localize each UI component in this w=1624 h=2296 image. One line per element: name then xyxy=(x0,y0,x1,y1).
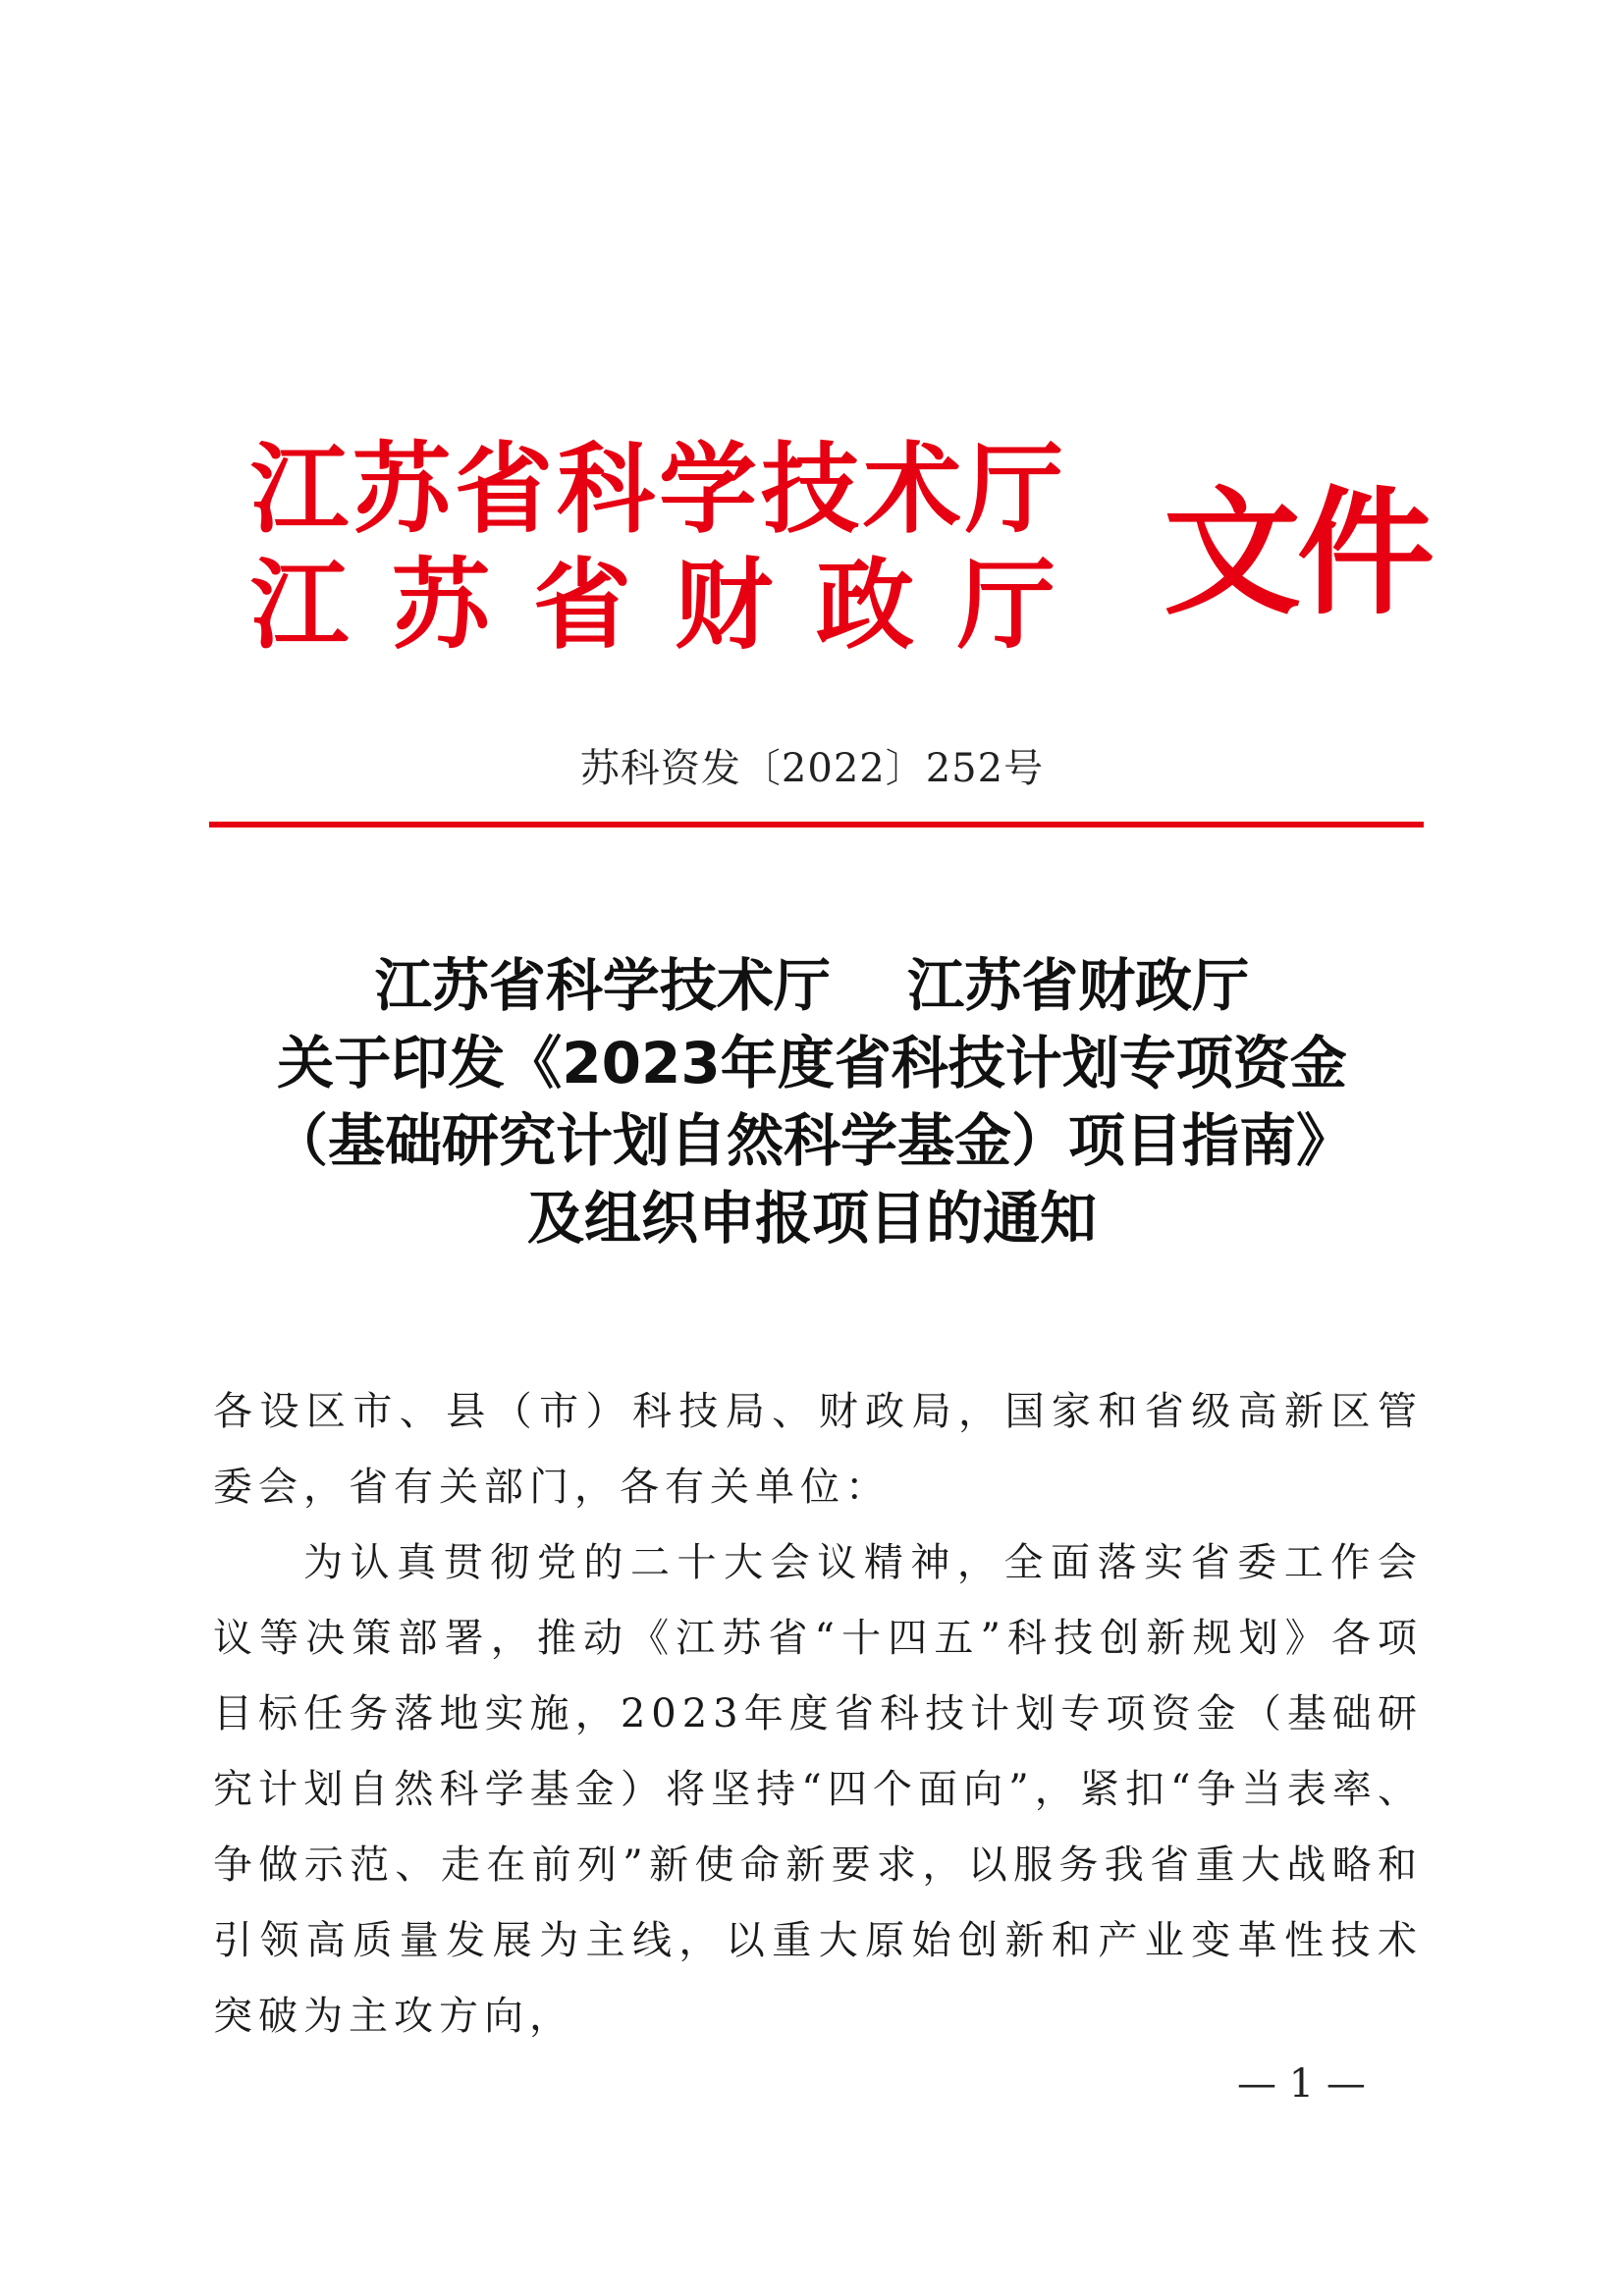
body-paragraph: 为认真贯彻党的二十大会议精神，全面落实省委工作会议等决策部署，推动《江苏省“十四五”科技创新规划》各项目标任务落地实施，2023年度省科技计划专项资金（基础研究计划自然科学基金）将坚持“四个面向”，紧扣“争当表率、争做示范、走在前列”新使命新要求，以服务我省重大战略和引领高质量发展为主线，以重大原始创新和产业变革性技术突破为主攻方向， xyxy=(213,1540,1423,2039)
issuing-org-finance: 江苏省财政厅 xyxy=(250,548,1099,663)
document-body xyxy=(213,1374,1423,2055)
title-line-1: 江苏省科学技术厅 江苏省财政厅 xyxy=(374,952,1250,1019)
title-line-4: 及组织申报项目的通知 xyxy=(526,1185,1097,1252)
page-number: — 1 — xyxy=(1237,2061,1366,2107)
addressee-paragraph: 各设区市、县（市）科技局、财政局，国家和省级高新区管委会，省有关部门，各有关单位： xyxy=(213,1389,1423,1510)
red-divider-line xyxy=(209,822,1424,828)
issuing-org-science-tech: 江苏省科学技术厅 xyxy=(250,432,1067,547)
title-line-2: 关于印发《2023年度省科技计划专项资金 xyxy=(277,1030,1347,1096)
document-number: 苏科资发〔2022〕252号 xyxy=(579,746,1045,791)
document-title xyxy=(196,947,1428,1257)
document-type-label: 文件 xyxy=(1164,474,1432,634)
issuing-authorities xyxy=(250,432,1099,664)
title-line-3: （基础研究计划自然科学基金）项目指南》 xyxy=(270,1107,1353,1174)
